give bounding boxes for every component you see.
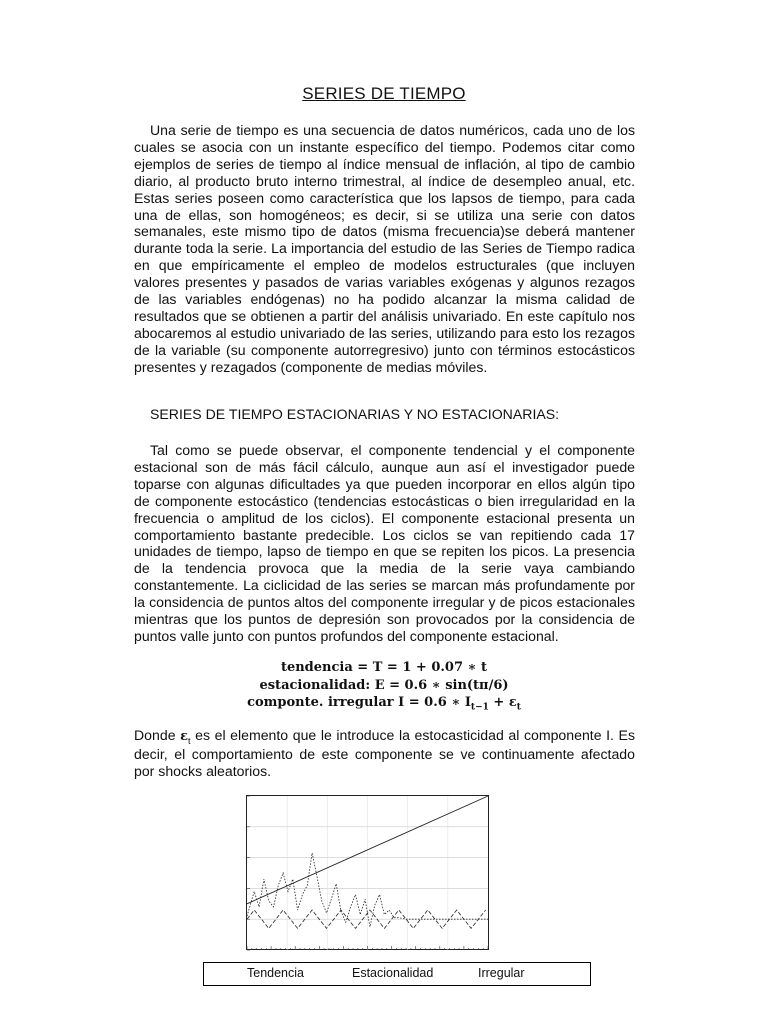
time-series-chart xyxy=(246,795,490,953)
chart-svg xyxy=(246,795,490,953)
closing-post: es el elemento que le introduce la estocasticidad al componente I. Es decir, el comportamiento de este componente se ve continuamente afectado por shocks aleatorios. xyxy=(134,727,635,779)
closing-paragraph xyxy=(134,727,635,780)
closing-pre: Donde xyxy=(134,727,181,743)
formula-irregular xyxy=(0,694,768,712)
section-heading: SERIES DE TIEMPO ESTACIONARIAS Y NO ESTACIONARIAS: xyxy=(150,406,560,422)
intro-paragraph: Una serie de tiempo es una secuencia de datos numéricos, cada uno de los cuales se asocia con un instante específico del tiempo. Podemos citar como ejemplos de series de tiempo al índice mensual de inflación, al tipo de cambio diario, al producto bruto interno trimestral, al índice de desempleo anual, etc. Estas series poseen como característica que los lapsos de tiempo, para cada una de ellas, son homogéneos; es decir, si se utiliza una serie con datos semanales, este mismo tipo de datos (misma frecuencia)se deberá mantener durante toda la serie. La importancia del estudio de las Series de Tiempo radica en que empíricamente el empleo de modelos estructurales (que incluyen valores presentes y pasados de varias variables exógenas y algunos rezagos de las variables endógenas) no ha podido alcanzar la misma calidad de resultados que se obtienen a partir del análisis univariado. En este capítulo nos abocaremos al estudio univariado de las series, utilizando para esto los rezagos de la variable (su componente autorregresivo) junto con términos estocásticos presentes y rezagados (componente de medias móviles. xyxy=(134,122,635,375)
epsilon-symbol: ε xyxy=(180,729,189,744)
legend-tendencia: Tendencia xyxy=(247,966,304,980)
formula-trend: tendencia = T = 1 + 0.07 ∗ t xyxy=(280,660,488,675)
formula-irregular-plus: + ε xyxy=(488,695,517,710)
formula-irregular-sub1: t−1 xyxy=(470,702,489,713)
formula-irregular-main: componte. irregular I = 0.6 ∗ I xyxy=(247,695,471,710)
section-paragraph: Tal como se puede observar, el componente tendencial y el componente estacional son de más fácil cálculo, aunque aun así el investigador puede toparse con algunas dificultades ya que pueden incorporar en ellos algún tipo de componente estocástico (tendencias estocásticas o bien irregularidad en la frecuencia o amplitud de los ciclos). El componente estacional presenta un comportamiento bastante predecible. Los ciclos se van repitiendo cada 17 unidades de tiempo, lapso de tiempo en que se repiten los picos. La presencia de la tendencia provoca que la media de la serie vaya cambiando constantemente. La ciclicidad de las series se marcan más profundamente por la considencia de puntos altos del componente irregular y de picos estacionales mientras que los puntos de depresión son provocados por la considencia de puntos valle junto con puntos profundos del componente estacional. xyxy=(134,442,635,644)
formula-seasonal: estacionalidad: E = 0.6 ∗ sin(tπ/6) xyxy=(259,677,509,693)
formula-block xyxy=(0,659,768,712)
page-title: SERIES DE TIEMPO xyxy=(302,84,466,103)
epsilon-subscript: t xyxy=(188,735,191,746)
formula-irregular-sub2: t xyxy=(516,702,521,713)
legend-irregular: Irregular xyxy=(478,966,525,980)
legend-estacionalidad: Estacionalidad xyxy=(352,966,434,980)
chart-legend xyxy=(203,962,591,986)
